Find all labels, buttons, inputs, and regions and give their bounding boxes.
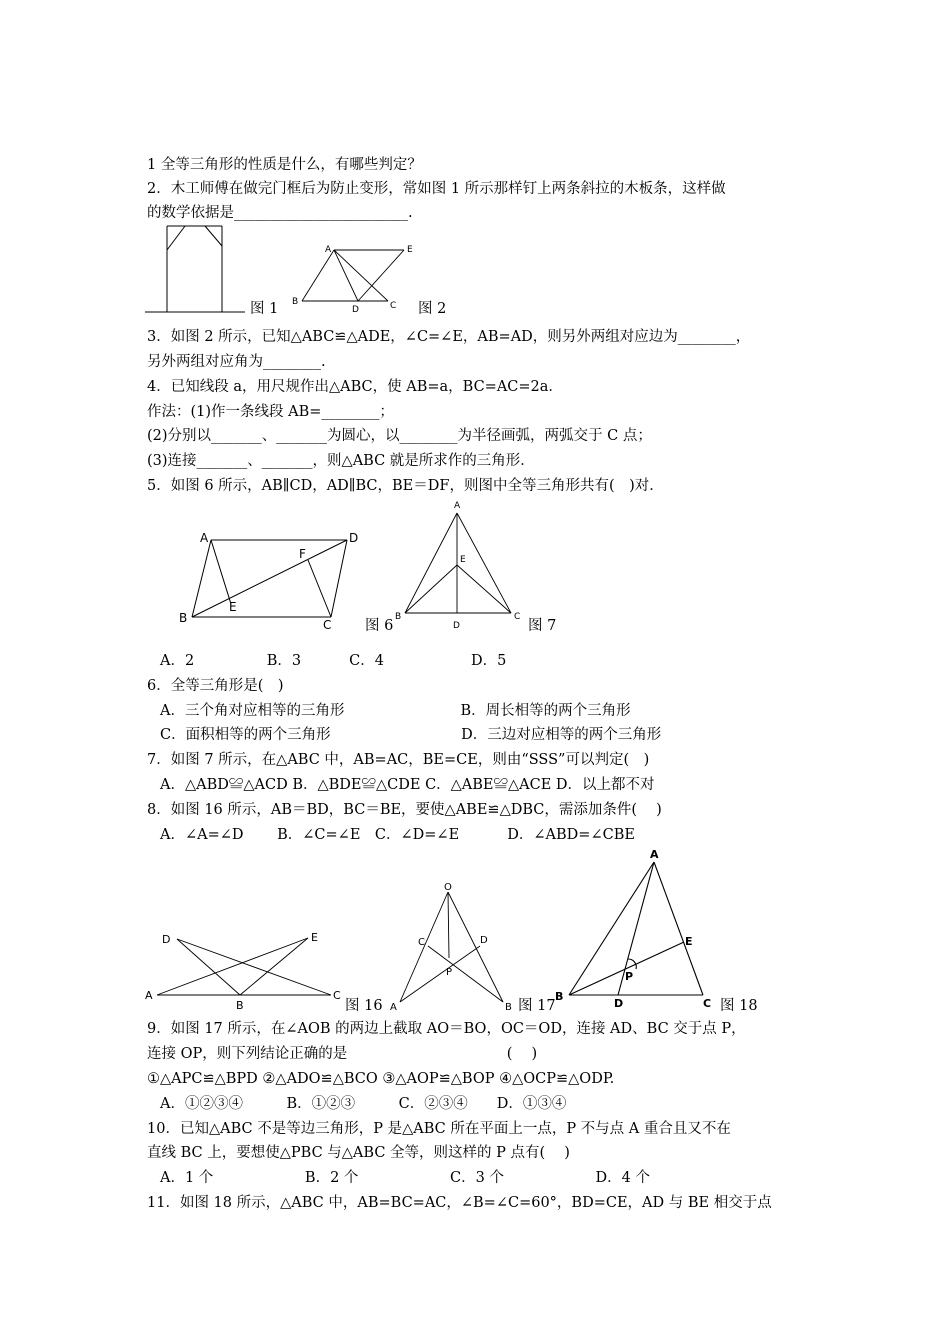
fig7-point-d: D [453,621,460,631]
figure-2-caption: 图 2 [418,301,447,317]
fig17-point-a: A [390,1002,397,1013]
q9-text-cont: 连接 OP，则下列结论正确的是 ( ) [147,1046,538,1062]
q7-text: 7．如图 7 所示，在△ABC 中，AB=AC，BE=CE，则由“SSS”可以判定( ) [147,752,650,768]
fig16-point-d: D [162,933,171,946]
fig17-point-p: P [446,967,453,978]
q4-step2: (2)分别以_______、_______为圆心，以________为半径画弧，两弧交于 C 点； [147,428,652,444]
fig6-point-b: B [179,611,188,625]
q10-options: A．1 个 B．2 个 C．3 个 D．4 个 [160,1170,651,1186]
fig6-point-f: F [299,547,306,561]
q8-text: 8．如图 16 所示，AB＝BD，BC＝BE，要使△ABE≌△DBC，需添加条件( ) [147,802,662,818]
fig7-point-b: B [395,612,402,622]
figure-6-parallelogram [175,525,365,635]
fig7-point-a: A [454,501,461,511]
q3-text-cont: 另外两组对应角为________. [147,354,326,370]
q6-options-ab: A．三个角对应相等的三角形 B．周长相等的两个三角形 [160,703,631,719]
fig6-point-e: E [229,600,237,614]
fig17-point-b: B [505,1002,512,1013]
fig17-point-o: O [444,882,452,893]
q4-step3: (3)连接_______、_______，则△ABC 就是所求作的三角形． [147,453,535,469]
figure-18-caption: 图 18 [720,998,758,1014]
fig16-point-c: C [333,989,341,1002]
q9-options: A．①②③④ B．①②③ C．②③④ D．①③④ [160,1096,567,1112]
q6-options-cd: C．面积相等的两个三角形 D．三边对应相等的两个三角形 [160,727,662,743]
figure-16-crossed-triangles [143,925,348,1015]
fig17-point-d: D [480,935,488,946]
fig18-point-d: D [614,997,624,1010]
figure-7-isosceles [393,495,528,635]
q2-text: 2．木工师傅在做完门框后为防止变形，常如图 1 所示那样钉上两条斜拉的木板条，这样做 [147,181,726,197]
fig6-point-c: C [323,618,332,632]
fig18-point-b: B [555,990,564,1003]
fig18-point-e: E [685,935,693,948]
fig18-point-c: C [703,997,712,1010]
q10-text: 10．已知△ABC 不是等边三角形，P 是△ABC 所在平面上一点，P 不与点 A 重合且又不在 [147,1121,731,1137]
fig2-point-a: A [325,245,332,255]
q9-text: 9．如图 17 所示，在∠AOB 的两边上截取 AO＝BO，OC＝OD，连接 AD、BC 交于点 P， [147,1021,746,1037]
fig16-point-e: E [311,931,318,944]
fig2-point-c: C [390,301,397,311]
q8-options: A．∠A=∠D B．∠C=∠E C．∠D=∠E D．∠ABD=∠CBE [160,827,635,843]
q4-step1: 作法：(1)作一条线段 AB=________； [147,404,394,420]
fig16-point-a: A [145,989,153,1002]
fig7-point-e: E [460,555,466,565]
figure-6-caption: 图 6 [365,618,394,634]
q7-options: A．△ABD≌△ACD B．△BDE≌△CDE C．△ABE≌△ACE D．以上都不对 [160,777,655,793]
fig6-point-a: A [200,531,209,545]
q3-text: 3．如图 2 所示，已知△ABC≌△ADE，∠C=∠E，AB=AD，则另外两组对应边为________， [147,329,751,345]
q6-text: 6．全等三角形是( ) [147,678,284,694]
fig2-point-b: B [292,297,299,307]
figure-18-equilateral [552,845,722,1015]
q1-text: 1 全等三角形的性质是什么，有哪些判定？ [147,157,422,173]
fig2-point-d: D [352,305,359,315]
fig18-point-p: P [625,970,634,983]
figure-1-door-frame [145,222,255,317]
figure-17-angle [388,878,518,1013]
figure-1-caption: 图 1 [250,301,279,317]
fig17-point-c: C [418,937,425,948]
q5-options: A．2 B．3 C．4 D．5 [160,653,507,669]
fig2-point-e: E [407,245,413,255]
figure-2-triangles [288,238,418,318]
figure-16-caption: 图 16 [345,998,383,1014]
q9-statements: ①△APC≌△BPD ②△ADO≌△BCO ③△AOP≌△BOP ④△OCP≌△ODP. [147,1071,615,1087]
q11-text: 11．如图 18 所示，△ABC 中，AB=BC=AC，∠B=∠C=60°，BD=CE，AD 与 BE 相交于点 [147,1195,772,1211]
fig7-point-c: C [514,612,521,622]
figure-7-caption: 图 7 [528,618,557,634]
fig18-point-a: A [650,848,659,861]
fig16-point-b: B [236,999,244,1012]
q4-text: 4．已知线段 a，用尺规作出△ABC，使 AB=a，BC=AC=2a． [147,379,563,395]
fig6-point-d: D [349,531,359,545]
figure-17-caption: 图 17 [518,998,556,1014]
q2-text-cont: 的数学依据是________________________. [147,205,413,221]
q5-text: 5．如图 6 所示，AB∥CD，AD∥BC，BE＝DF，则图中全等三角形共有( )对． [147,478,664,494]
q10-text-cont: 直线 BC 上，要想使△PBC 与△ABC 全等，则这样的 P 点有( ) [147,1145,570,1161]
